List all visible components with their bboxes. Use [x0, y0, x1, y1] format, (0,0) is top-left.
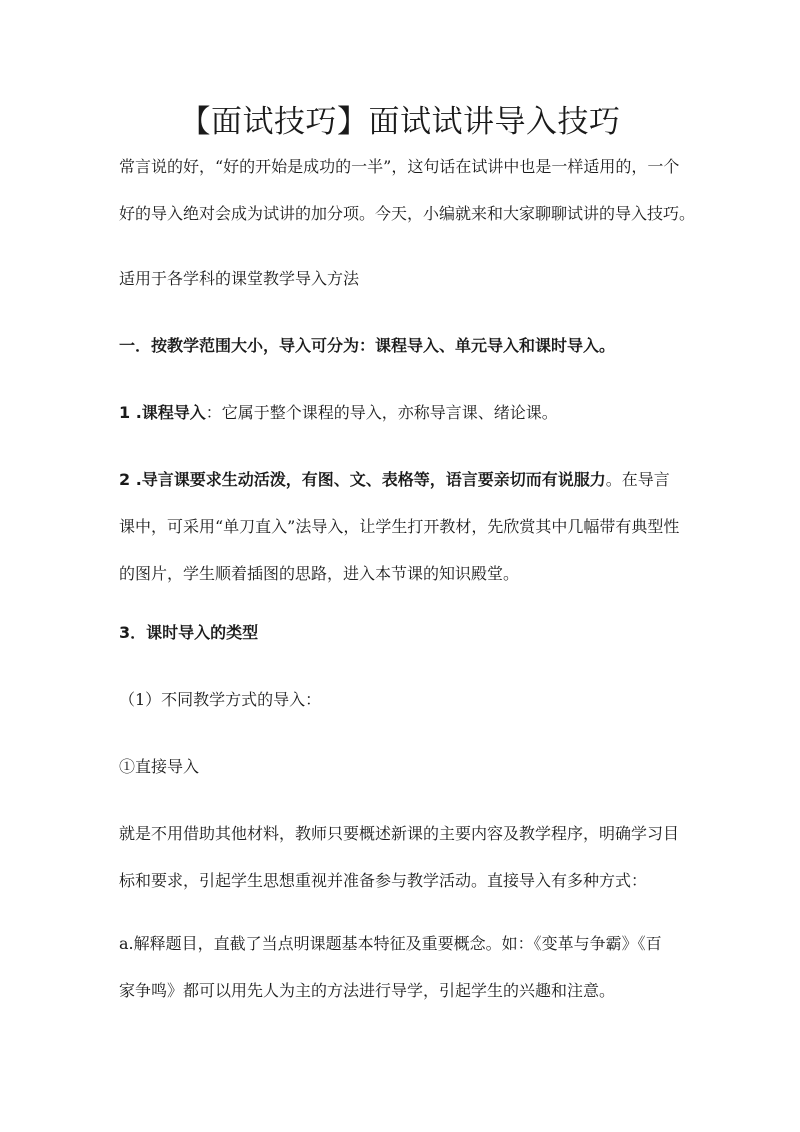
item-2-line-1-rest: 。在导言	[605, 470, 670, 489]
item-2-bold-text: 2 .导言课要求生动活泼，有图、文、表格等，语言要亲切而有说服力	[119, 470, 606, 489]
item-2-line-3: 的图片，学生顺着插图的思路，进入本节课的知识殿堂。	[119, 564, 520, 583]
item-2-line-2: 课中，可采用“单刀直入”法导入，让学生打开教材，先欣赏其中几幅带有典型性	[119, 517, 680, 536]
direct-intro-paragraph	[119, 820, 684, 895]
item-2-paragraph	[119, 466, 684, 588]
point-a-line-2: 家争鸣》都可以用先人为主的方法进行导学，引起学生的兴趣和注意。	[119, 981, 616, 1000]
point-a-paragraph	[119, 930, 684, 1005]
sub-1-heading	[119, 686, 684, 714]
item-3-heading	[119, 619, 684, 647]
item-1-text: ：它属于整个课程的导入，亦称导言课、绪论课。	[205, 403, 558, 422]
direct-line-1: 就是不用借助其他材料，教师只要概述新课的主要内容及教学程序，明确学习目	[119, 824, 680, 843]
section-1-heading-text: 一．按教学范围大小，导入可分为：课程导入、单元导入和课时导入。	[119, 336, 616, 355]
intro-line-1: 常言说的好，“好的开始是成功的一半”，这句话在试讲中也是一样适用的，一个	[119, 157, 680, 176]
direct-line-2: 标和要求，引起学生思想重视并准备参与教学活动。直接导入有多种方式：	[119, 871, 648, 890]
item-1-label: 1 .课程导入	[119, 403, 206, 422]
intro-line-2: 好的导入绝对会成为试讲的加分项。今天，小编就来和大家聊聊试讲的导入技巧。	[119, 204, 696, 223]
subtitle	[119, 265, 684, 293]
item-3-heading-text: 3．课时导入的类型	[119, 623, 259, 642]
intro-paragraph	[119, 153, 696, 228]
point-a-line-1: a.解释题目，直截了当点明课题基本特征及重要概念。如：《变革与争霸》《百	[119, 934, 662, 953]
subtitle-text: 适用于各学科的课堂教学导入方法	[119, 269, 360, 288]
section-1-heading	[119, 332, 684, 360]
sub-1-item-text: ①直接导入	[119, 757, 200, 776]
sub-1-item-heading	[119, 753, 684, 781]
item-1-paragraph	[119, 399, 684, 427]
document-title: 【面试技巧】面试试讲导入技巧	[179, 104, 621, 140]
sub-1-heading-text: （1）不同教学方式的导入：	[119, 690, 322, 709]
